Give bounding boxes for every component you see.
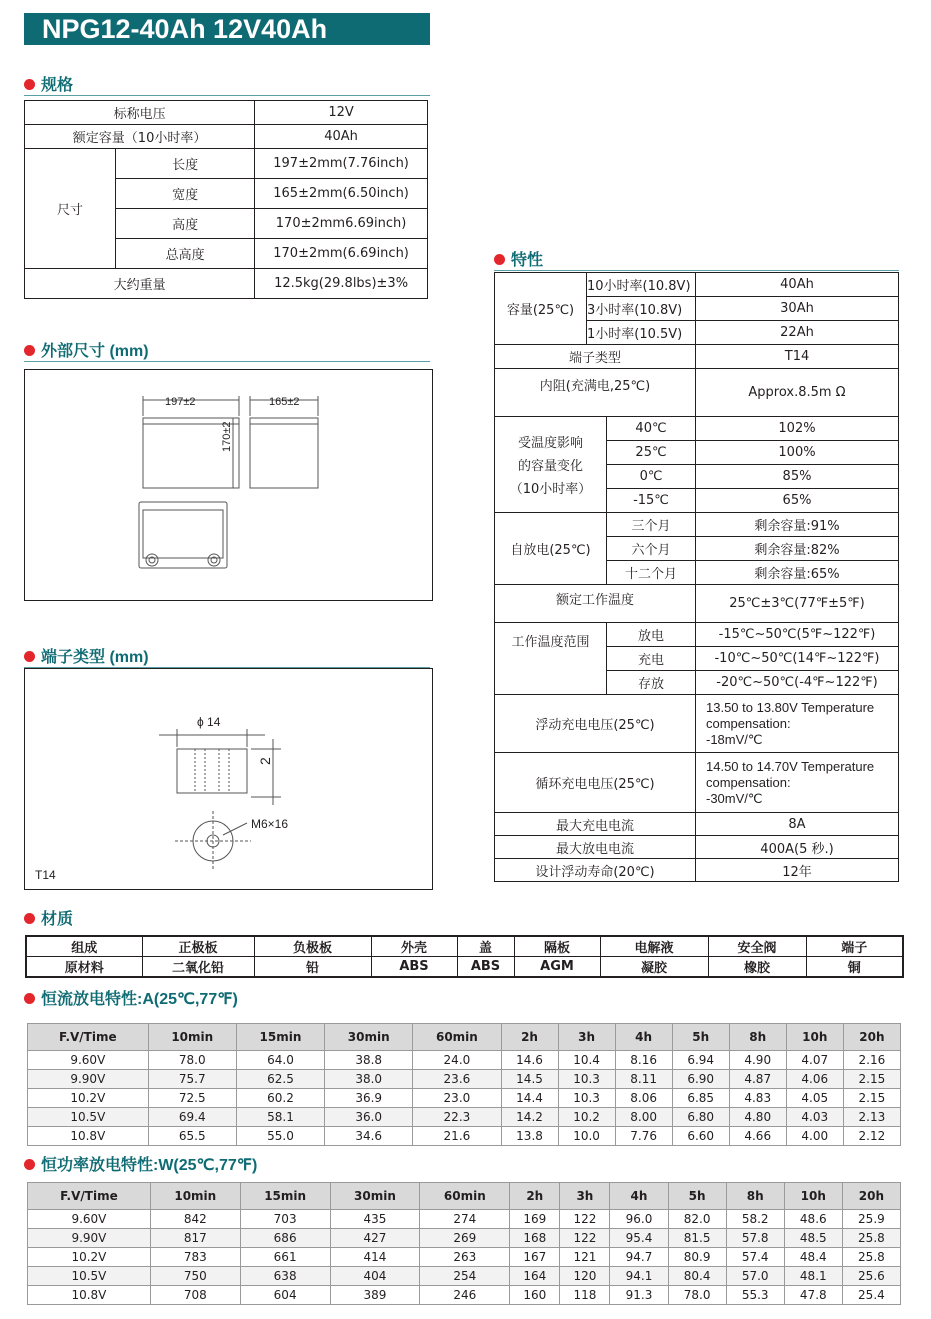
cell: 72.5 [148, 1089, 236, 1108]
cell: 58.2 [726, 1210, 784, 1229]
cell: 4.90 [729, 1051, 786, 1070]
cell: 剩余容量:65% [696, 561, 899, 585]
cell: 5h [668, 1183, 726, 1210]
cell: 604 [240, 1286, 330, 1305]
cell: 122 [560, 1210, 610, 1229]
float-voltage-cell: 13.50 to 13.80V Temperature compensation: -18mV/℃ [696, 695, 899, 753]
cell: 783 [150, 1248, 240, 1267]
cell: 剩余容量:82% [696, 537, 899, 561]
cell: 12年 [696, 859, 899, 882]
cell: Approx.8.5m Ω [696, 369, 899, 417]
spec-table [24, 100, 428, 299]
cell: 60.2 [236, 1089, 324, 1108]
cell: 57.8 [726, 1229, 784, 1248]
cell: 0℃ [607, 465, 696, 489]
terminal-height-label: 2 [257, 757, 273, 765]
cell: 274 [420, 1210, 510, 1229]
cell: 14.4 [501, 1089, 558, 1108]
cell: 69.4 [148, 1108, 236, 1127]
cell: 总高度 [116, 239, 255, 269]
cell: 254 [420, 1267, 510, 1286]
cell: 原材料 [26, 957, 142, 978]
cell: 4.07 [786, 1051, 843, 1070]
terminal-phi-label: ϕ 14 [197, 715, 221, 729]
cell: -20℃~50℃(-4℉~122℉) [696, 671, 899, 695]
cell: 65% [696, 489, 899, 513]
cell: 隔板 [514, 936, 600, 957]
cell: 4.87 [729, 1070, 786, 1089]
cell: 160 [510, 1286, 560, 1305]
cell: 686 [240, 1229, 330, 1248]
cell: 80.4 [668, 1267, 726, 1286]
cell: 8h [729, 1024, 786, 1051]
cell: 4.05 [786, 1089, 843, 1108]
cell: 246 [420, 1286, 510, 1305]
cell: 21.6 [413, 1127, 501, 1146]
cell: 14.2 [501, 1108, 558, 1127]
cell: 64.0 [236, 1051, 324, 1070]
terminal-heading: 端子类型 (mm) [24, 649, 149, 667]
cell: 40℃ [607, 417, 696, 441]
material-heading: 材质 [24, 911, 73, 929]
cell: 9.90V [28, 1070, 149, 1089]
cell: 凝胶 [600, 957, 708, 978]
dim-length-label: 197±2 [165, 396, 196, 408]
cell: 165±2mm(6.50inch) [255, 179, 428, 209]
cell: 3h [558, 1024, 615, 1051]
cell: 4.80 [729, 1108, 786, 1127]
cell: 二氧化铅 [142, 957, 254, 978]
cell: 10min [148, 1024, 236, 1051]
cell: 435 [330, 1210, 420, 1229]
current-heading: 恒流放电特性:A(25℃,77℉) [24, 991, 238, 1009]
cell: 十二个月 [607, 561, 696, 585]
cell: 10h [786, 1024, 843, 1051]
cell: 10.3 [558, 1070, 615, 1089]
cell: 14.5 [501, 1070, 558, 1089]
cell: 23.0 [413, 1089, 501, 1108]
cell: 25.6 [842, 1267, 900, 1286]
cell: 48.1 [784, 1267, 842, 1286]
cell: 2.13 [843, 1108, 900, 1127]
cell: 3h [560, 1183, 610, 1210]
cell: 容量(25℃) [495, 273, 587, 345]
cell: 14.6 [501, 1051, 558, 1070]
cell: 额定工作温度 [495, 585, 696, 623]
cell: 36.9 [325, 1089, 413, 1108]
cell: 4.00 [786, 1127, 843, 1146]
cell: 118 [560, 1286, 610, 1305]
cell: 标称电压 [25, 101, 255, 125]
cell: 25℃ [607, 441, 696, 465]
bullet-icon [24, 79, 35, 90]
cell: 22Ah [696, 321, 899, 345]
cell: 10h [784, 1183, 842, 1210]
cell: 组成 [26, 936, 142, 957]
cell: 94.7 [610, 1248, 668, 1267]
cell: 25.4 [842, 1286, 900, 1305]
cell: 高度 [116, 209, 255, 239]
cell: 外壳 [371, 936, 457, 957]
dim-width-label: 165±2 [269, 396, 300, 408]
divider [494, 270, 899, 271]
cell: 10小时率(10.8V) [587, 273, 696, 297]
cell: 宽度 [116, 179, 255, 209]
cell: -10℃~50℃(14℉~122℉) [696, 647, 899, 671]
cell: 三个月 [607, 513, 696, 537]
cell: 工作温度范围 [495, 623, 607, 695]
cell: 168 [510, 1229, 560, 1248]
cell: 2.15 [843, 1070, 900, 1089]
cell: F.V/Time [28, 1024, 149, 1051]
cell: F.V/Time [28, 1183, 151, 1210]
cell: 80.9 [668, 1248, 726, 1267]
cell: 存放 [607, 671, 696, 695]
cell: 8h [726, 1183, 784, 1210]
cell: 34.6 [325, 1127, 413, 1146]
power-heading: 恒功率放电特性:W(25℃,77℉) [24, 1157, 257, 1175]
cell: 102% [696, 417, 899, 441]
cell: 9.90V [28, 1229, 151, 1248]
spec-heading: 规格 [24, 77, 73, 95]
cell: 269 [420, 1229, 510, 1248]
cell: 2h [501, 1024, 558, 1051]
cell: 20h [842, 1183, 900, 1210]
cell: 10.8V [28, 1286, 151, 1305]
cell: 91.3 [610, 1286, 668, 1305]
cell: 4h [615, 1024, 672, 1051]
external-drawing-box [24, 369, 433, 601]
cell: 4.83 [729, 1089, 786, 1108]
bullet-icon [24, 345, 35, 356]
terminal-type-label: T14 [35, 868, 56, 882]
characteristics-table [494, 272, 899, 882]
cell: 大约重量 [25, 269, 255, 299]
cell: 铅 [254, 957, 371, 978]
cell: 放电 [607, 623, 696, 647]
cell: 817 [150, 1229, 240, 1248]
cell: 25.8 [842, 1229, 900, 1248]
cell: 197±2mm(7.76inch) [255, 149, 428, 179]
cell: 47.8 [784, 1286, 842, 1305]
terminal-drawing-box [24, 668, 433, 890]
page-title: NPG12-40Ah 12V40Ah [24, 13, 430, 45]
cell: 设计浮动寿命(20℃) [495, 859, 696, 882]
cycle-voltage-cell: 14.50 to 14.70V Temperature compensation: -30mV/℃ [696, 753, 899, 813]
bullet-icon [24, 993, 35, 1004]
cell: 8.00 [615, 1108, 672, 1127]
cell: 1小时率(10.5V) [587, 321, 696, 345]
cell: 170±2mm(6.69inch) [255, 239, 428, 269]
cell: 最大充电电流 [495, 813, 696, 836]
cell: 414 [330, 1248, 420, 1267]
cell: 48.6 [784, 1210, 842, 1229]
cell: 48.5 [784, 1229, 842, 1248]
cell: 263 [420, 1248, 510, 1267]
cell: 62.5 [236, 1070, 324, 1089]
cell: AGM [514, 957, 600, 978]
material-table [25, 935, 904, 978]
cell: 负极板 [254, 936, 371, 957]
cell: 23.6 [413, 1070, 501, 1089]
cell: 100% [696, 441, 899, 465]
cell: 10.2V [28, 1089, 149, 1108]
cell: 10.2 [558, 1108, 615, 1127]
cell: 7.76 [615, 1127, 672, 1146]
bullet-icon [24, 913, 35, 924]
cell: 661 [240, 1248, 330, 1267]
divider [24, 361, 430, 362]
cell: 703 [240, 1210, 330, 1229]
cell: 96.0 [610, 1210, 668, 1229]
cell: 4h [610, 1183, 668, 1210]
cell: 10.5V [28, 1267, 151, 1286]
cell: 9.60V [28, 1210, 151, 1229]
cell: 38.0 [325, 1070, 413, 1089]
divider [24, 95, 430, 96]
cell: 25℃±3℃(77℉±5℉) [696, 585, 899, 623]
cell: 122 [560, 1229, 610, 1248]
cell: -15℃ [607, 489, 696, 513]
cell: 40Ah [255, 125, 428, 149]
cell: 13.8 [501, 1127, 558, 1146]
terminal-bolt-label: M6×16 [251, 817, 289, 831]
bullet-icon [24, 651, 35, 662]
cell: 安全阀 [708, 936, 806, 957]
power-table [27, 1182, 901, 1305]
cell: 端子类型 [495, 345, 696, 369]
cell: 75.7 [148, 1070, 236, 1089]
cell: 60min [420, 1183, 510, 1210]
cell: 30Ah [696, 297, 899, 321]
cell: 6.90 [672, 1070, 729, 1089]
cell: 6.80 [672, 1108, 729, 1127]
cell: 循环充电电压(25℃) [495, 753, 696, 813]
cell: 121 [560, 1248, 610, 1267]
external-heading: 外部尺寸 (mm) [24, 343, 149, 361]
cell: 端子 [806, 936, 903, 957]
cell: 30min [330, 1183, 420, 1210]
cell: 78.0 [148, 1051, 236, 1070]
cell: 2.15 [843, 1089, 900, 1108]
cell: 8A [696, 813, 899, 836]
cell: 55.3 [726, 1286, 784, 1305]
cell: 82.0 [668, 1210, 726, 1229]
cell: 24.0 [413, 1051, 501, 1070]
cell: 120 [560, 1267, 610, 1286]
cell: 橡胶 [708, 957, 806, 978]
cell: 6.60 [672, 1127, 729, 1146]
cell: 81.5 [668, 1229, 726, 1248]
cell: 10min [150, 1183, 240, 1210]
cell: 427 [330, 1229, 420, 1248]
cell: 正极板 [142, 936, 254, 957]
cell: 2h [510, 1183, 560, 1210]
cell: 95.4 [610, 1229, 668, 1248]
cell: 400A(5 秒.) [696, 836, 899, 859]
cell: 长度 [116, 149, 255, 179]
cell: 4.06 [786, 1070, 843, 1089]
cell: 25.9 [842, 1210, 900, 1229]
cell: 最大放电电流 [495, 836, 696, 859]
cell: ABS [457, 957, 514, 978]
bullet-icon [24, 1159, 35, 1170]
cell: 22.3 [413, 1108, 501, 1127]
cell: 15min [240, 1183, 330, 1210]
cell: -15℃~50℃(5℉~122℉) [696, 623, 899, 647]
temp-effect-cell: 受温度影响 的容量变化 （10小时率） [495, 417, 607, 513]
cell: 额定容量（10小时率） [25, 125, 255, 149]
cell: 404 [330, 1267, 420, 1286]
cell: 36.0 [325, 1108, 413, 1127]
cell: 48.4 [784, 1248, 842, 1267]
cell: 12.5kg(29.8lbs)±3% [255, 269, 428, 299]
cell: 55.0 [236, 1127, 324, 1146]
cell: 170±2mm6.69inch) [255, 209, 428, 239]
cell: 2.12 [843, 1127, 900, 1146]
cell: 15min [236, 1024, 324, 1051]
cell: 12V [255, 101, 428, 125]
cell: 8.16 [615, 1051, 672, 1070]
dim-height-label: 170±2 [221, 421, 233, 452]
cell: 6.85 [672, 1089, 729, 1108]
cell: 内阻(充满电,25℃) [495, 369, 696, 417]
current-table [27, 1023, 901, 1146]
cell: 30min [325, 1024, 413, 1051]
cell: 78.0 [668, 1286, 726, 1305]
cell: 389 [330, 1286, 420, 1305]
cell: 剩余容量:91% [696, 513, 899, 537]
cell: 3小时率(10.8V) [587, 297, 696, 321]
cell: 58.1 [236, 1108, 324, 1127]
cell: 电解液 [600, 936, 708, 957]
cell: 708 [150, 1286, 240, 1305]
cell: 4.03 [786, 1108, 843, 1127]
cell: 铜 [806, 957, 903, 978]
cell: 85% [696, 465, 899, 489]
terminal-drawing [25, 669, 432, 889]
cell: 自放电(25℃) [495, 513, 607, 585]
cell: 164 [510, 1267, 560, 1286]
cell: 10.8V [28, 1127, 149, 1146]
cell: 尺寸 [25, 149, 116, 269]
cell: 盖 [457, 936, 514, 957]
cell: 750 [150, 1267, 240, 1286]
cell: 10.2V [28, 1248, 151, 1267]
cell: 10.0 [558, 1127, 615, 1146]
cell: 638 [240, 1267, 330, 1286]
cell: 25.8 [842, 1248, 900, 1267]
cell: 38.8 [325, 1051, 413, 1070]
cell: 5h [672, 1024, 729, 1051]
cell: 169 [510, 1210, 560, 1229]
cell: 6.94 [672, 1051, 729, 1070]
cell: 10.3 [558, 1089, 615, 1108]
cell: 10.4 [558, 1051, 615, 1070]
characteristics-heading: 特性 [494, 252, 543, 270]
cell: 842 [150, 1210, 240, 1229]
cell: 六个月 [607, 537, 696, 561]
cell: 8.06 [615, 1089, 672, 1108]
cell: 浮动充电电压(25℃) [495, 695, 696, 753]
cell: ABS [371, 957, 457, 978]
cell: 167 [510, 1248, 560, 1267]
battery-outline-drawing [25, 370, 432, 600]
cell: 20h [843, 1024, 900, 1051]
cell: 40Ah [696, 273, 899, 297]
cell: 60min [413, 1024, 501, 1051]
cell: 94.1 [610, 1267, 668, 1286]
cell: 65.5 [148, 1127, 236, 1146]
cell: 8.11 [615, 1070, 672, 1089]
cell: T14 [696, 345, 899, 369]
cell: 9.60V [28, 1051, 149, 1070]
cell: 57.0 [726, 1267, 784, 1286]
cell: 2.16 [843, 1051, 900, 1070]
cell: 57.4 [726, 1248, 784, 1267]
bullet-icon [494, 254, 505, 265]
cell: 充电 [607, 647, 696, 671]
cell: 10.5V [28, 1108, 149, 1127]
cell: 4.66 [729, 1127, 786, 1146]
